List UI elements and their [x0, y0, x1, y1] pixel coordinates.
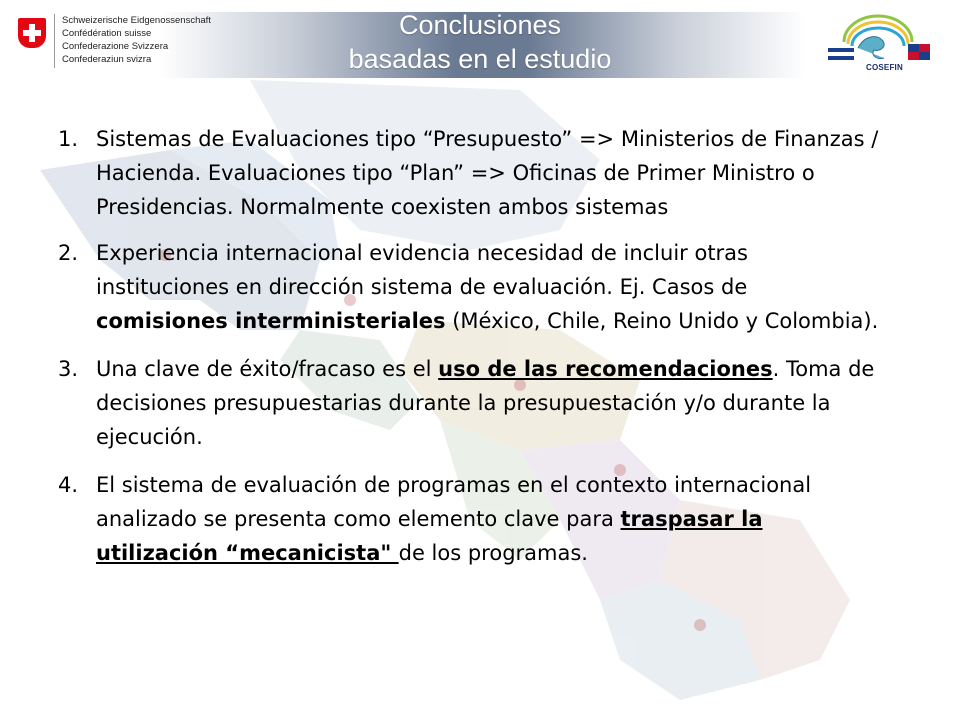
- item-emphasis: traspasar la utilización “mecanicista": [96, 507, 763, 565]
- item-text-before: Experiencia internacional evidencia necesidad de incluir otras instituciones en dirección sistema de evaluación. Ej. Casos de: [96, 241, 748, 299]
- item-text-after: de los programas.: [398, 541, 588, 565]
- logo-divider: [54, 14, 55, 68]
- cosefin-label: COSEFIN: [866, 63, 903, 72]
- item-number: 3.: [58, 357, 79, 381]
- title-line-1: Conclusiones: [398, 10, 562, 40]
- swiss-flag-icon: [18, 18, 46, 48]
- list-item: [52, 352, 882, 454]
- item-number: 1.: [58, 127, 79, 151]
- item-text-after: . Toma de decisiones presupuestarias durante la presupuestación y/o durante la ejecución.: [96, 357, 875, 449]
- list-item: [52, 236, 882, 338]
- conclusions-list: [52, 122, 882, 570]
- item-emphasis: comisiones interministeriales: [96, 309, 446, 333]
- item-text-before: Una clave de éxito/fracaso es el: [96, 357, 439, 381]
- swiss-name-rm: Confederaziun svizra: [62, 54, 152, 65]
- item-text-after: (México, Chile, Reino Unido y Colombia).: [445, 309, 879, 333]
- item-number: 4.: [58, 473, 79, 497]
- cosefin-logo: [820, 12, 934, 78]
- list-item: [52, 122, 882, 224]
- swiss-name-fr: Confédération suisse: [62, 28, 152, 39]
- item-text: Sistemas de Evaluaciones tipo “Presupuesto” => Ministerios de Finanzas / Hacienda. Evaluaciones tipo “Plan” => Oficinas de Primer Ministro o Presidencias. Normalmente coexisten ambos sistemas: [96, 127, 879, 219]
- swiss-confederation-logo: [18, 14, 238, 70]
- item-number: 2.: [58, 241, 79, 265]
- swiss-names: [62, 14, 211, 66]
- list-item: [52, 468, 882, 570]
- swiss-name-it: Confederazione Svizzera: [62, 41, 169, 52]
- title-line-2: basadas en el estudio: [348, 44, 612, 74]
- item-emphasis: uso de las recomendaciones: [438, 357, 773, 381]
- item-text-before: El sistema de evaluación de programas en el contexto internacional analizado se presenta como elemento clave para: [96, 473, 812, 531]
- swiss-name-de: Schweizerische Eidgenossenschaft: [62, 15, 211, 26]
- page-title: [260, 8, 700, 76]
